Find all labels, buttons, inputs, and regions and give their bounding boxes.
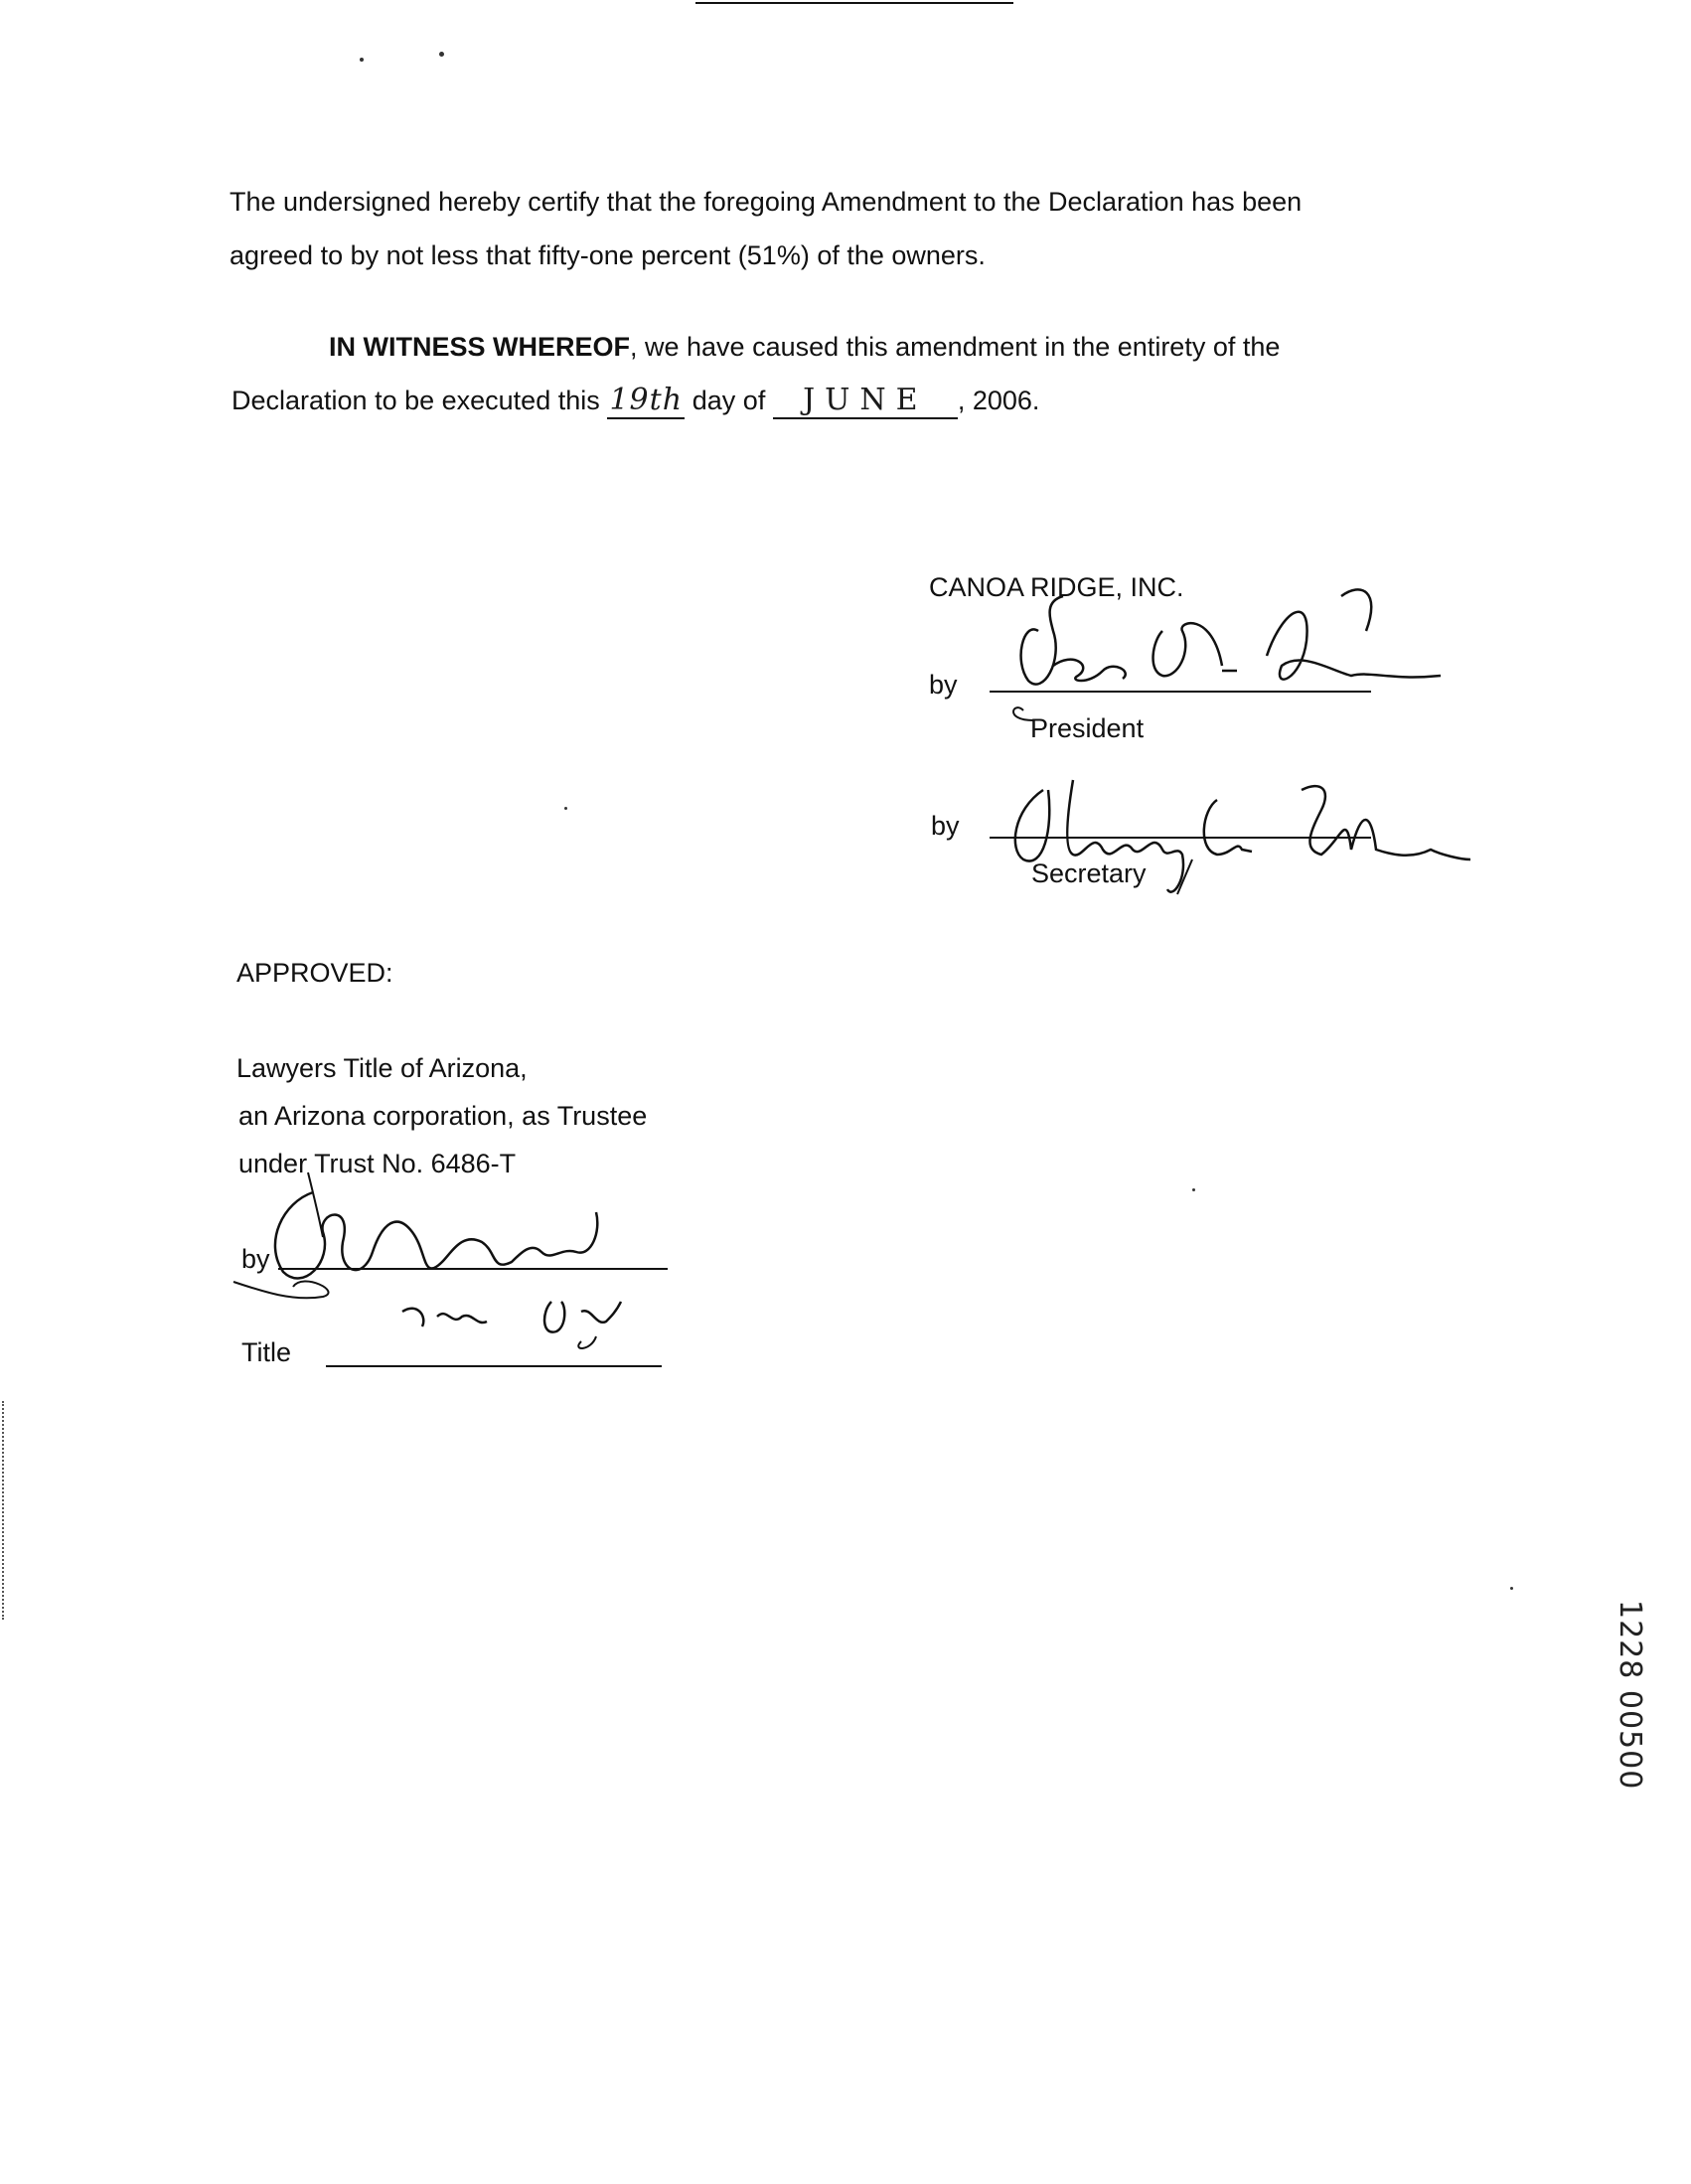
day-handwritten: 19th [609,383,684,417]
trustee-by-label: by [241,1244,270,1274]
scan-speck [360,58,364,62]
margin-stamp-text: 1228 00500 [1613,1600,1647,1791]
certification-line-1: The undersigned hereby certify that the foregoing Amendment to the Declaration has been [230,187,1303,217]
day-blank [607,384,685,419]
trustee-line-1: Lawyers Title of Arizona, [236,1053,528,1083]
president-signature [984,571,1441,720]
year-suffix: , 2006. [957,386,1040,415]
president-by-label: by [929,670,958,700]
scan-edge-marks [2,1401,8,1620]
scan-speck [439,52,444,57]
company-name: CANOA RIDGE, INC. [929,572,1184,602]
president-title: President [1030,713,1145,743]
witness-line-2 [231,384,1039,419]
secretary-title: Secretary [1031,858,1147,888]
certification-line-2: agreed to by not less that fifty-one percent (51%) of the owners. [230,240,986,270]
month-blank [773,384,958,419]
witness-line-1 [329,330,1280,364]
trustee-line-3: under Trust No. 6486-T [238,1149,517,1178]
margin-stamp [1613,1600,1657,1878]
scan-speck [1192,1188,1195,1191]
month-handwritten: JUNE [803,383,928,417]
trustee-title-label: Title [241,1337,292,1367]
approved-heading: APPROVED: [236,958,393,988]
trustee-signature [224,1153,641,1351]
witness-prefix: Declaration to be executed this [231,386,600,415]
scan-artifact-line [695,2,1013,4]
day-of-label: day of [692,386,766,415]
witness-line-1-rest: , we have caused this amendment in the entirety of the [630,332,1281,362]
scan-speck [564,807,567,810]
secretary-by-label: by [931,811,960,841]
trustee-line-2: an Arizona corporation, as Trustee [238,1101,648,1131]
scan-speck [1510,1587,1513,1590]
trustee-title-line [326,1365,662,1367]
witness-heading: IN WITNESS WHEREOF [329,332,630,362]
